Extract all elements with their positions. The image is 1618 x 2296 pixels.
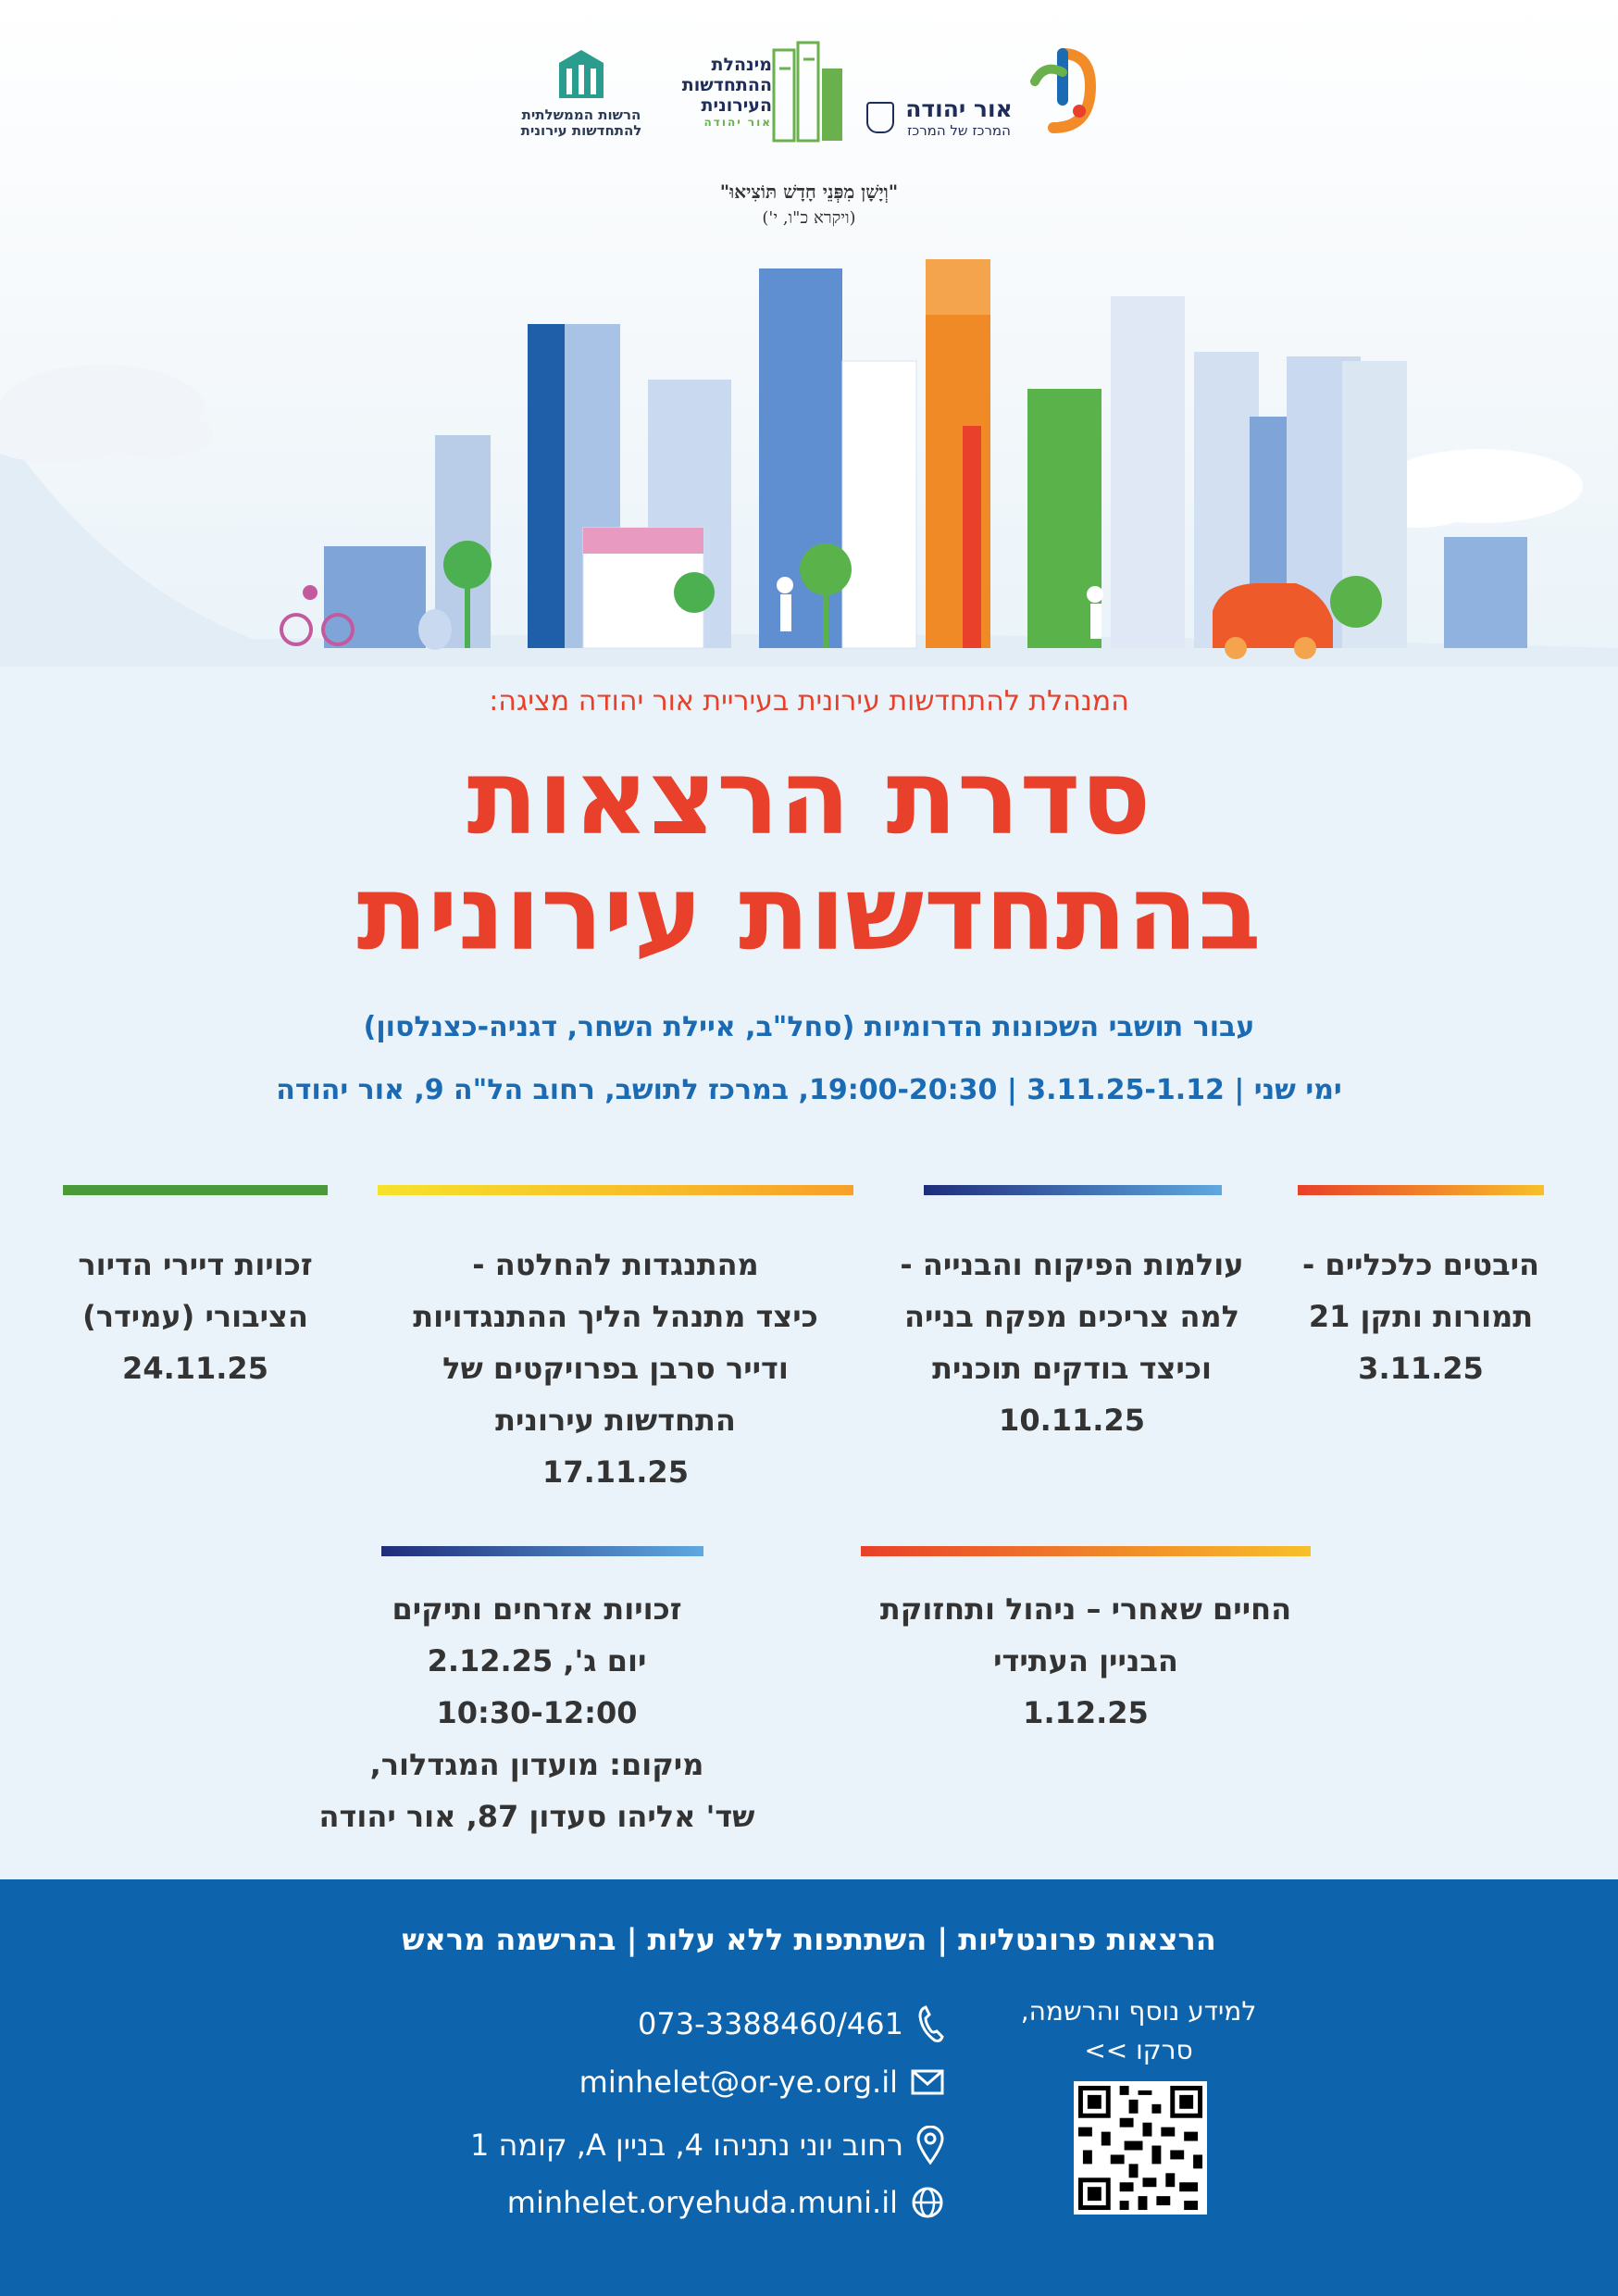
logo-city-line1: אור יהודה — [905, 95, 1013, 122]
lecture-2-line3: וכיצד בודקים תוכנית — [932, 1351, 1212, 1386]
phone-icon — [916, 2003, 944, 2044]
verse — [0, 178, 1618, 231]
lecture-1-line1: היבטים כלכליים - — [1301, 1247, 1539, 1282]
lecture-2-date: 10.11.25 — [999, 1403, 1145, 1438]
towers-icon — [772, 41, 846, 143]
lecture-bar-4 — [63, 1185, 328, 1195]
logo-gov-line2: להתחדשות עירונית — [520, 122, 642, 140]
lecture-2-line1: עולמות הפיקוח והבנייה - — [900, 1247, 1244, 1282]
lecture-bar-1 — [1298, 1185, 1544, 1195]
website-url[interactable]: minhelet.oryehuda.muni.il — [506, 2185, 898, 2220]
intro-line: המנהלת להתחדשות עירונית בעיריית אור יהודה מציגה: — [489, 685, 1129, 718]
footer-headline: הרצאות פרונטליות | השתתפות ללא עלות | בהרשמה מראש — [402, 1922, 1216, 1957]
building-icon — [554, 46, 609, 102]
lecture-3-line3: ודייר סרבן בפרויקטים של — [442, 1351, 789, 1386]
logo-government-authority — [507, 46, 655, 148]
lecture-6-line2: יום ג', 2.12.25 — [427, 1643, 647, 1678]
lecture-5-line2: הבניין העתידי — [993, 1643, 1178, 1678]
logo-admin-line1: מינהלת — [711, 55, 772, 75]
lecture-5-line1: החיים שאחרי – ניהול ותחזוקת — [879, 1591, 1292, 1627]
lecture-6-line5: שד' אליהו סעדון 87, אור יהודה — [318, 1799, 755, 1834]
phone-row[interactable] — [370, 2003, 944, 2044]
lecture-3-line1: מהתנגדות להחלטה - — [472, 1247, 759, 1282]
qr-code-icon — [1074, 2081, 1207, 2215]
lecture-1-date: 3.11.25 — [1358, 1351, 1484, 1386]
lecture-6-line1: זכויות אזרחים ותיקים — [392, 1591, 682, 1627]
main-title-line2: בהתחדשות עירונית — [356, 854, 1262, 975]
lecture-3-date: 17.11.25 — [542, 1454, 689, 1490]
city-skyline-illustration — [0, 259, 1618, 667]
logo-or-yehuda — [866, 44, 1107, 146]
lecture-card-5 — [833, 1583, 1338, 1739]
logo-admin-line4: אור יהודה — [703, 115, 772, 129]
website-row[interactable] — [370, 2185, 944, 2220]
qr-code[interactable] — [1074, 2081, 1207, 2215]
lecture-card-3 — [370, 1239, 861, 1498]
lecture-card-4 — [44, 1239, 346, 1394]
email-address[interactable]: minhelet@or-ye.org.il — [579, 2065, 898, 2100]
main-title — [0, 738, 1618, 975]
globe-icon — [911, 2186, 944, 2219]
lecture-bar-3 — [378, 1185, 853, 1195]
lecture-bar-5 — [861, 1546, 1311, 1556]
city-emblem-icon — [866, 102, 894, 133]
lecture-5-date: 1.12.25 — [1023, 1695, 1149, 1730]
mail-icon — [911, 2069, 944, 2095]
lecture-bar-2 — [924, 1185, 1222, 1195]
logo-admin-line2: ההתחדשות — [681, 74, 772, 95]
lecture-1-line2: תמורות ותקן 21 — [1308, 1299, 1534, 1334]
lecture-3-line4: התחדשות עירונית — [495, 1403, 736, 1438]
qr-label-line1: למידע נוסף והרשמה, — [1020, 1996, 1257, 2027]
address-text: רחוב יוני נתניהו 4, בניין A, קומה 1 — [469, 2128, 903, 2163]
lecture-bar-6 — [381, 1546, 703, 1556]
logo-renewal-administration — [676, 37, 852, 148]
schedule-line: ימי שני | 3.11.25-1.12 | 19:00-20:30, במרכז לתושב, רחוב הל"ה 9, אור יהודה — [276, 1074, 1342, 1106]
location-pin-icon — [916, 2126, 944, 2165]
lecture-card-1 — [1277, 1239, 1564, 1394]
logo-admin-line3: העירונית — [701, 94, 772, 116]
lecture-3-line2: כיצד מתנהל הליך ההתנגדויות — [413, 1299, 818, 1334]
lecture-4-line2: הציבורי (עמידר) — [82, 1299, 308, 1334]
main-title-line1: סדרת הרצאות — [467, 738, 1151, 858]
verse-line1: "וְיָשָׁן מִפְּנֵי חָדָשׁ תּוֹצִיאוּ" — [719, 181, 899, 203]
qr-label-line2: סרקו >> — [1084, 2035, 1193, 2065]
lecture-4-date: 24.11.25 — [122, 1351, 268, 1386]
lecture-2-line2: למה צריכים מפקח בנייה — [904, 1299, 1239, 1334]
phone-number[interactable]: 073-3388460/461 — [638, 2006, 903, 2041]
lecture-6-line3: 10:30-12:00 — [436, 1695, 638, 1730]
email-row[interactable] — [370, 2065, 944, 2100]
logo-city-line2: המרכז של המרכז — [907, 121, 1011, 139]
lecture-6-line4: מיקום: מועדון המגדלור, — [369, 1747, 704, 1782]
cloud-small — [102, 413, 213, 457]
lecture-card-2 — [887, 1239, 1257, 1446]
logo-gov-line1: הרשות הממשלתית — [521, 106, 641, 123]
verse-line2: (ויקרא כ"ו, י') — [762, 208, 856, 228]
qr-label — [1009, 1992, 1268, 2070]
lecture-card-6 — [278, 1583, 796, 1842]
city-logo-mark-icon — [1026, 44, 1100, 137]
lecture-4-line1: זכויות דיירי הדיור — [78, 1247, 313, 1282]
audience-line: עבור תושבי השכונות הדרומיות (סחל"ב, איילת השחר, דגניה-כצנלסון) — [363, 1011, 1255, 1043]
address-row — [370, 2126, 944, 2165]
